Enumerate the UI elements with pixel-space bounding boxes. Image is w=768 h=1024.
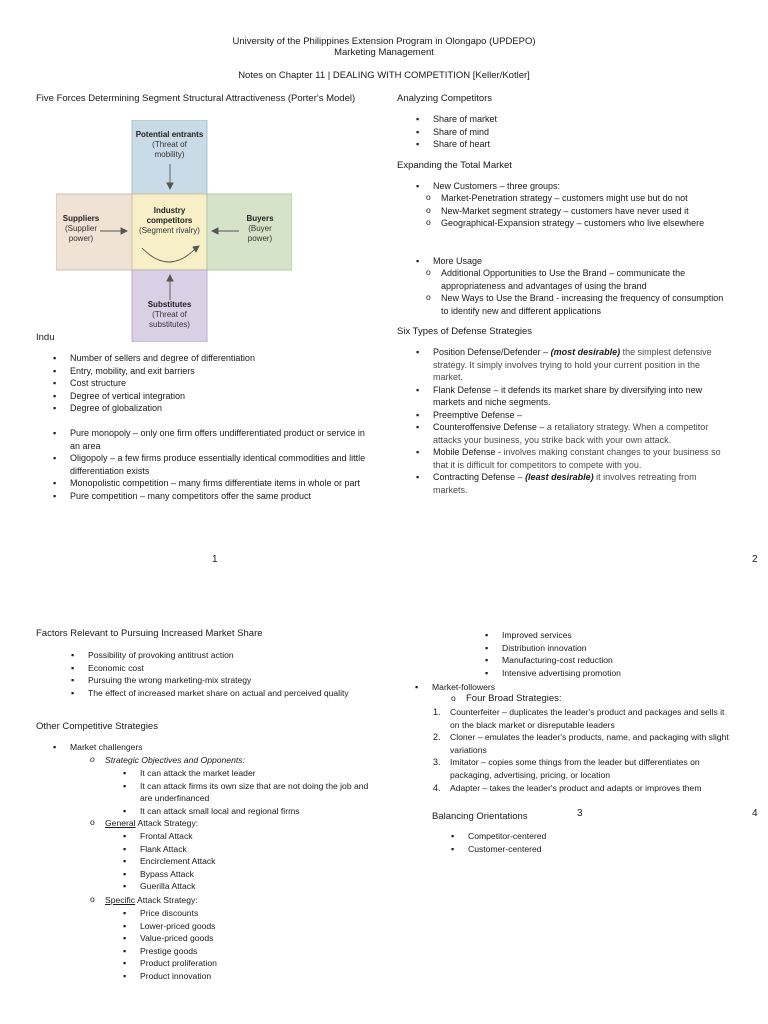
list-item: ▪ Distribution innovation [502,642,732,655]
list-item: ▪ Encirclement Attack [140,855,370,868]
more-usage-sublist [441,267,733,317]
industry-heading-cut: Indu [36,332,55,343]
challengers-list [70,741,370,754]
list-item: ▪ Degree of globalization [70,402,370,415]
page-number-1: 1 [212,554,218,565]
continued-attack-list [502,629,732,679]
list-item: ▪ Market-followers [432,681,732,694]
list-item: ▪ Bypass Attack [140,868,370,881]
follower-strategies-list [450,706,732,794]
buyers-label: Buyers (Buyer power) [246,214,274,243]
list-item: ▪ Oligopoly – a few firms produce essentially identical commodities and little differentiation exists [70,452,370,477]
list-item: ▪ Entry, mobility, and exit barriers [70,365,370,378]
list-item: ▪ Degree of vertical integration [70,390,370,403]
list-item: ▪ Number of sellers and degree of differentiation [70,352,370,365]
list-item: ▪ More Usage [433,255,733,268]
factors-list [88,649,370,699]
document-subtitle: Marketing Management [334,47,434,58]
new-customers-sublist [441,192,733,230]
list-item: ▪ Frontal Attack [140,830,370,843]
specific-attack-label-list [105,894,370,907]
followers-list [432,681,732,694]
list-item: ▪ Possibility of provoking antitrust action [88,649,370,662]
objectives-list [140,767,370,817]
list-item: ▪ Pursuing the wrong marketing-mix strategy [88,674,370,687]
list-item: ▪ Lower-priced goods [140,920,370,933]
general-attack-label-list [105,817,370,830]
defense-list [433,346,731,496]
list-item: ▪ Economic cost [88,662,370,675]
list-item: ▪ Pure competition – many competitors offer the same product [70,490,370,503]
analyzing-list [433,113,733,151]
list-item: ▪ Monopolistic competition – many firms differentiate items in whole or part [70,477,370,490]
porter-diagram [56,120,292,342]
list-item: o Strategic Objectives and Opponents: [105,754,370,767]
balancing-heading: Balancing Orientations [432,811,528,822]
other-strategies-heading: Other Competitive Strategies [36,721,158,732]
list-item: 1. Counterfeiter – duplicates the leader's product and packages and sells it on the black market or disreputable leaders [450,706,732,731]
specific-attack-label: o Specific Attack Strategy: [105,894,370,907]
list-item: ▪ Share of mind [433,126,733,139]
list-item: ▪ It can attack small local and regional firms [140,805,370,818]
list-item: ▪ Customer-centered [468,843,732,856]
list-item: ▪ Product innovation [140,970,370,983]
list-item: o Market-Penetration strategy – customers might use but do not [441,192,733,205]
suppliers-label: Suppliers (Supplier power) [62,214,100,243]
entrants-label: Potential entrants (Threat of mobility) [135,130,204,159]
list-item: ▪ Share of market [433,113,733,126]
new-customers-list [433,180,733,193]
four-strategies-label-list [466,693,732,706]
market-types-list [70,427,370,502]
chapter-title: Notes on Chapter 11 | DEALING WITH COMPETITION [Keller/Kotler] [238,70,530,81]
document-title: University of the Philippines Extension Program in Olongapo (UPDEPO) [232,36,536,47]
position-defense-item: ▪ Position Defense/Defender – (most desirable) the simplest defensive strategy. It simply involves trying to hold your current position in the market. [433,346,731,384]
substitutes-label: Substitutes (Threat of substitutes) [147,300,192,329]
balancing-list [468,830,732,855]
factors-heading: Factors Relevant to Pursuing Increased Market Share [36,628,263,639]
list-item: o Additional Opportunities to Use the Brand – communicate the appropriateness and advantages of using the brand [441,267,733,292]
list-item: ▪ Price discounts [140,907,370,920]
list-item: o Four Broad Strategies: [466,693,732,706]
defense-heading: Six Types of Defense Strategies [397,326,533,337]
general-attack-list [140,830,370,893]
list-item: ▪ Guerilla Attack [140,880,370,893]
list-item: ▪ New Customers – three groups: [433,180,733,193]
industry-list [70,352,370,415]
list-item: o New Ways to Use the Brand - increasing the frequency of consumption to identify new and different applications [441,292,733,317]
list-item: ▪ It can attack firms its own size that are not doing the job and are underfinanced [140,780,370,805]
list-item: 4. Adapter – takes the leader's product and adapts or improves them [450,782,732,795]
list-item: ▪ Cost structure [70,377,370,390]
mobile-defense-item: ▪ Mobile Defense - involves making constant changes to your business so that it is difficult for competitors to compete with you. [433,446,731,471]
contracting-defense-item: ▪ Contracting Defense – (least desirable) it involves retreating from markets. [433,471,731,496]
page-number-4: 4 [752,808,758,819]
list-item: o Geographical-Expansion strategy – customers who live elsewhere [441,217,733,230]
list-item: ▪ Product proliferation [140,957,370,970]
list-item: ▪ Flank Attack [140,843,370,856]
porter-heading: Five Forces Determining Segment Structural Attractiveness (Porter's Model) [36,93,356,104]
list-item: 2. Cloner – emulates the leader's products, name, and packaging with slight variations [450,731,732,756]
page-number-3: 3 [577,808,583,819]
specific-attack-list [140,907,370,983]
more-usage-list [433,255,733,268]
list-item: ▪ Pure monopoly – only one firm offers undifferentiated product or service in an area [70,427,370,452]
industry-label: Industry competitors (Segment rivalry) [139,206,200,235]
list-item: ▪ Improved services [502,629,732,642]
list-item: ▪ Competitor-centered [468,830,732,843]
expanding-heading: Expanding the Total Market [397,160,512,171]
list-item: ▪ Value-priced goods [140,932,370,945]
list-item: ▪ It can attack the market leader [140,767,370,780]
flank-defense-item: ▪ Flank Defense – it defends its market share by diversifying into new markets and niche segments. [433,384,731,409]
counteroffensive-defense-item: ▪ Counteroffensive Defense – a retaliatory strategy. When a competitor attacks your business, you strike back with your own attack. [433,421,731,446]
page-number-2: 2 [752,554,758,565]
analyzing-heading: Analyzing Competitors [397,93,493,104]
list-item: ▪ Intensive advertising promotion [502,667,732,680]
list-item: ▪ The effect of increased market share on actual and perceived quality [88,687,370,700]
list-item: o New-Market segment strategy – customers have never used it [441,205,733,218]
list-item: ▪ Prestige goods [140,945,370,958]
list-item: 3. Imitator – copies some things from the leader but differentiates on packaging, advertising, pricing, or location [450,756,732,781]
preemptive-defense-item: ▪ Preemptive Defense – [433,409,731,422]
list-item: ▪ Market challengers [70,741,370,754]
list-item: ▪ Manufacturing-cost reduction [502,654,732,667]
general-attack-label: o General Attack Strategy: [105,817,370,830]
list-item: ▪ Share of heart [433,138,733,151]
objectives-label-list [105,754,370,767]
